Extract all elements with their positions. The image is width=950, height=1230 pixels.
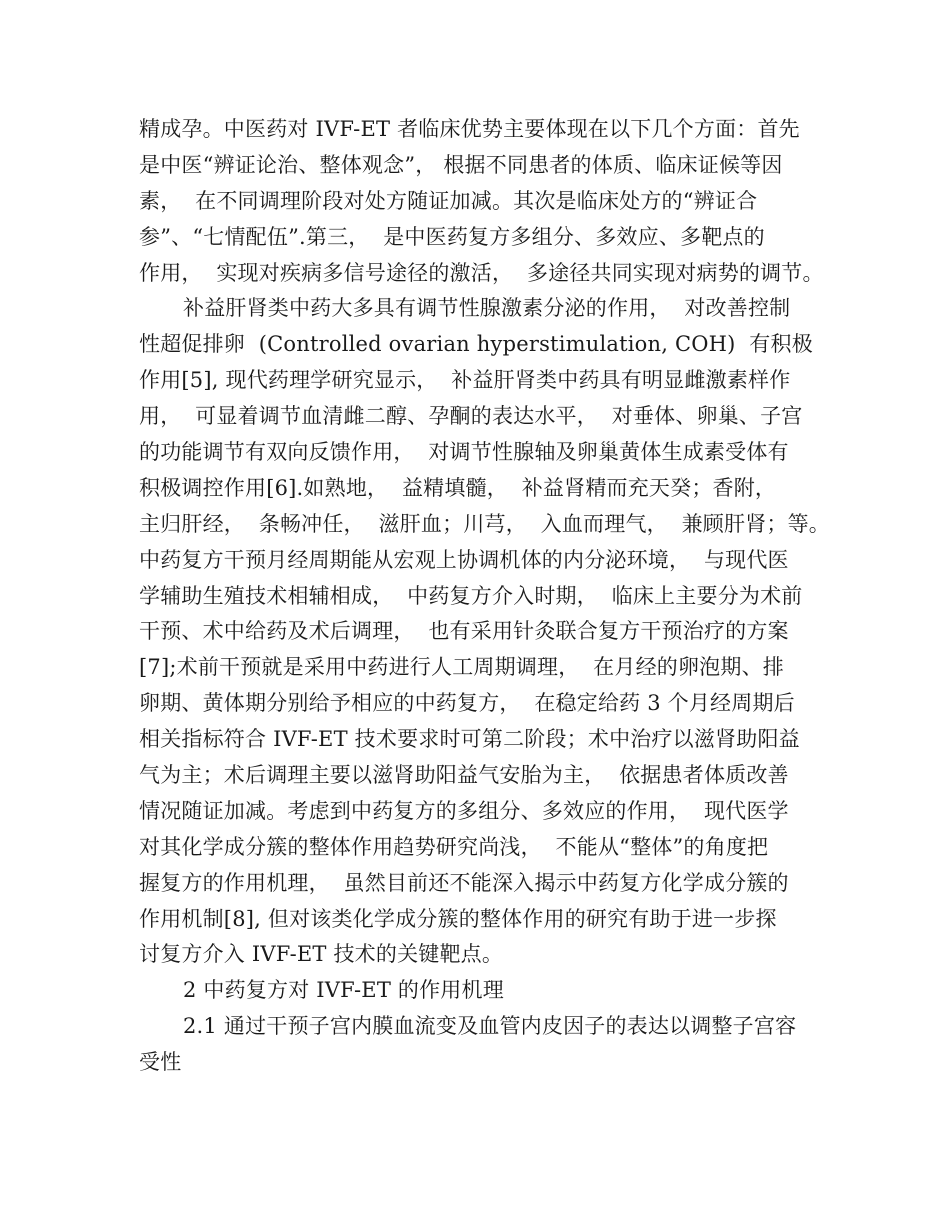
text-line: 受性 xyxy=(139,1050,182,1075)
text-line: 气为主；术后调理主要以滋肾助阳益气安胎为主， 依据患者体质改善 xyxy=(139,763,789,788)
text-line: 作用， 实现对疾病多信号途径的激活， 多途径共同实现对病势的调节。 xyxy=(139,260,824,285)
text-line: 主归肝经， 条畅冲任， 滋肝血；川芎， 入血而理气， 兼顾肝肾；等。 xyxy=(139,511,830,536)
text-line: 性超促排卵 (Controlled ovarian hyperstimulation, COH) 有积极 xyxy=(139,332,813,357)
text-line: 补益肝肾类中药大多具有调节性腺激素分泌的作用， 对改善控制 xyxy=(183,296,791,321)
text-line: 讨复方介入 IVF-ET 技术的关键靶点。 xyxy=(139,942,504,967)
text-line: 中药复方干预月经周期能从宏观上协调机体的内分泌环境， 与现代医 xyxy=(139,547,789,572)
body-text xyxy=(139,112,830,1081)
text-line: 积极调控作用[6].如熟地， 益精填髓， 补益肾精而充天癸；香附， xyxy=(139,475,777,500)
text-line: 干预、术中给药及术后调理， 也有采用针灸联合复方干预治疗的方案 xyxy=(139,619,789,644)
text-line: 的功能调节有双向反馈作用， 对调节性腺轴及卵巢黄体生成素受体有 xyxy=(139,440,789,465)
text-line: 参”、“七情配伍”.第三， 是中医药复方多组分、多效应、多靶点的 xyxy=(139,224,765,249)
text-line: 情况随证加减。考虑到中药复方的多组分、多效应的作用， 现代医学 xyxy=(139,798,789,823)
text-line: 2 中药复方对 IVF-ET 的作用机理 xyxy=(183,978,504,1003)
text-line: 2.1 通过干预子宫内膜血流变及血管内皮因子的表达以调整子宫容 xyxy=(183,1014,797,1039)
text-line: [7];术前干预就是采用中药进行人工周期调理， 在月经的卵泡期、排 xyxy=(139,655,784,680)
text-line: 相关指标符合 IVF-ET 技术要求时可第二阶段；术中治疗以滋肾助阳益 xyxy=(139,727,800,752)
text-line: 学辅助生殖技术相辅相成， 中药复方介入时期， 临床上主要分为术前 xyxy=(139,583,803,608)
text-line: 卵期、黄体期分别给予相应的中药复方， 在稳定给药 3 个月经周期后 xyxy=(139,691,795,716)
text-line: 用， 可显着调节血清雌二醇、孕酮的表达水平， 对垂体、卵巢、子宫 xyxy=(139,404,803,429)
text-line: 是中医“辨证论治、整体观念”， 根据不同患者的体质、临床证候等因 xyxy=(139,152,783,177)
text-line: 作用机制[8], 但对该类化学成分簇的整体作用的研究有助于进一步探 xyxy=(139,906,777,931)
text-line: 对其化学成分簇的整体作用趋势研究尚浅， 不能从“整体”的角度把 xyxy=(139,834,769,859)
text-line: 素， 在不同调理阶段对处方随证加减。其次是临床处方的“辨证合 xyxy=(139,188,758,213)
text-line: 握复方的作用机理， 虽然目前还不能深入揭示中药复方化学成分簇的 xyxy=(139,870,789,895)
text-line: 作用[5], 现代药理学研究显示， 补益肝肾类中药具有明显雌激素样作 xyxy=(139,368,791,393)
text-line: 精成孕。中医药对 IVF-ET 者临床优势主要体现在以下几个方面：首先 xyxy=(139,117,800,141)
